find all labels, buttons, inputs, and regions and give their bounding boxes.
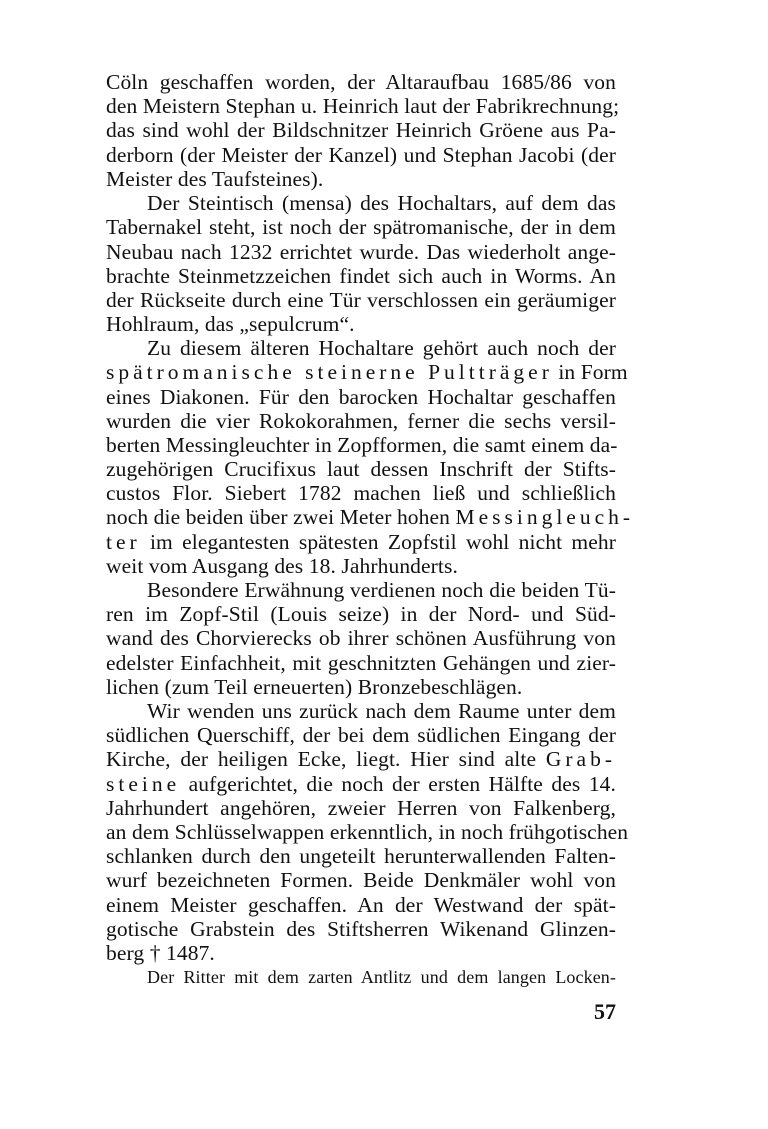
text-line <box>106 385 616 409</box>
line-text: gotische Grabstein des Stiftsherren Wikenand Glinzen- <box>106 917 616 941</box>
line-text: edelster Einfachheit, mit geschnitzten Gehängen und zier- <box>106 651 616 675</box>
text-line <box>106 772 616 796</box>
line-text: Neubau nach 1232 errichtet wurde. Das wiederholt ange- <box>106 240 616 264</box>
text-line <box>106 409 616 433</box>
line-text: Besondere Erwähnung verdienen noch die beiden Tü- <box>147 578 616 602</box>
line-text: ren im Zopf-Stil (Louis seize) in der Nord- und Süd- <box>106 602 616 626</box>
text-line <box>147 699 616 723</box>
text-line <box>106 288 616 312</box>
line-text: Tabernakel steht, ist noch der spätromanische, der in dem <box>106 215 616 239</box>
line-text: in Form <box>552 360 628 384</box>
text-line <box>106 651 616 675</box>
text-line <box>106 457 616 481</box>
line-text: an dem Schlüsselwappen erkenntlich, in noch frühgotischen <box>106 820 629 844</box>
text-line <box>106 796 616 820</box>
text-line <box>106 723 616 747</box>
text-line <box>106 626 616 650</box>
text-line <box>106 240 616 264</box>
text-line <box>106 118 616 142</box>
line-text: weit vom Ausgang des 18. Jahrhunderts. <box>106 554 458 578</box>
line-text: im elegantesten spätesten Zopfstil wohl nicht mehr <box>140 530 616 554</box>
line-text: Kirche, der heiligen Ecke, liegt. Hier sind alte <box>106 747 546 771</box>
text-line <box>106 312 616 336</box>
line-text: Meister des Taufsteines). <box>106 167 324 191</box>
line-text: Cöln geschaffen worden, der Altaraufbau 1685/86 von <box>106 70 616 94</box>
text-line <box>106 893 616 917</box>
line-text: wurden die vier Rokokorahmen, ferner die sechs versil- <box>106 409 616 433</box>
text-line <box>106 602 616 626</box>
page-number: 57 <box>594 999 616 1024</box>
line-text: eines Diakonen. Für den barocken Hochaltar geschaffen <box>106 385 616 409</box>
line-text: Hohlraum, das „sepulcrum“. <box>106 312 355 336</box>
spaced-emphasis: Grab- <box>545 747 616 771</box>
text-line <box>106 554 616 578</box>
line-text: lichen (zum Teil erneuerten) Bronzebeschlägen. <box>106 675 523 699</box>
line-text: südlichen Querschiff, der bei dem südlichen Eingang der <box>106 723 616 747</box>
text-line <box>106 167 616 191</box>
spaced-emphasis: Messingleuch- <box>455 505 635 529</box>
line-text: schlanken durch den ungeteilt herunterwallenden Falten- <box>106 844 616 868</box>
spaced-emphasis: steine <box>106 772 181 796</box>
text-line <box>106 360 628 384</box>
text-line <box>106 215 616 239</box>
line-text: Wir wenden uns zurück nach dem Raume unter dem <box>147 699 616 723</box>
line-text: das sind wohl der Bildschnitzer Heinrich Gröene aus Pa- <box>106 118 616 142</box>
line-text: brachte Steinmetzzeichen findet sich auch in Worms. An <box>106 264 616 288</box>
text-line <box>106 481 616 505</box>
text-line <box>106 264 616 288</box>
line-text: einem Meister geschaffen. An der Westwand der spät- <box>106 893 616 917</box>
text-line <box>106 917 616 941</box>
line-text: aufgerichtet, die noch der ersten Hälfte des 14. <box>180 772 616 796</box>
text-line <box>147 578 616 602</box>
text-line <box>106 143 616 167</box>
text-line <box>147 336 616 360</box>
text-line <box>147 191 616 215</box>
text-line <box>106 94 620 118</box>
line-text: berg † 1487. <box>106 941 215 965</box>
spaced-emphasis: spätromanische steinerne Pultträger <box>106 360 553 384</box>
line-text: der Rückseite durch eine Tür verschlossen ein geräumiger <box>106 288 616 312</box>
text-line <box>106 868 616 892</box>
text-line <box>106 70 616 94</box>
line-text: den Meistern Stephan u. Heinrich laut der Fabrikrechnung; <box>106 94 620 118</box>
line-text: zugehörigen Crucifixus laut dessen Inschrift der Stifts- <box>106 457 616 481</box>
text-line <box>106 747 616 771</box>
line-text: Zu diesem älteren Hochaltare gehört auch noch der <box>147 336 616 360</box>
text-line <box>106 433 616 457</box>
line-text: wand des Chorvierecks ob ihrer schönen Ausführung von <box>106 626 616 650</box>
text-line <box>147 965 616 989</box>
line-text: derborn (der Meister der Kanzel) und Stephan Jacobi (der <box>106 143 616 167</box>
line-text: custos Flor. Siebert 1782 machen ließ und schließlich <box>106 481 616 505</box>
text-line <box>106 941 616 965</box>
line-text: berten Messingleuchter in Zopfformen, die samt einem da- <box>106 433 618 457</box>
text-line <box>106 675 616 699</box>
text-line <box>106 505 635 529</box>
text-line <box>106 820 629 844</box>
line-text: Der Steintisch (mensa) des Hochaltars, auf dem das <box>147 191 616 215</box>
spaced-emphasis: ter <box>106 530 141 554</box>
text-line <box>106 530 616 554</box>
line-text: Der Ritter mit dem zarten Antlitz und dem langen Locken- <box>147 967 616 987</box>
text-line <box>106 844 616 868</box>
line-text: noch die beiden über zwei Meter hohen <box>106 505 456 529</box>
line-text: wurf bezeichneten Formen. Beide Denkmäler wohl von <box>106 868 616 892</box>
line-text: Jahrhundert angehören, zweier Herren von Falkenberg, <box>106 796 616 820</box>
